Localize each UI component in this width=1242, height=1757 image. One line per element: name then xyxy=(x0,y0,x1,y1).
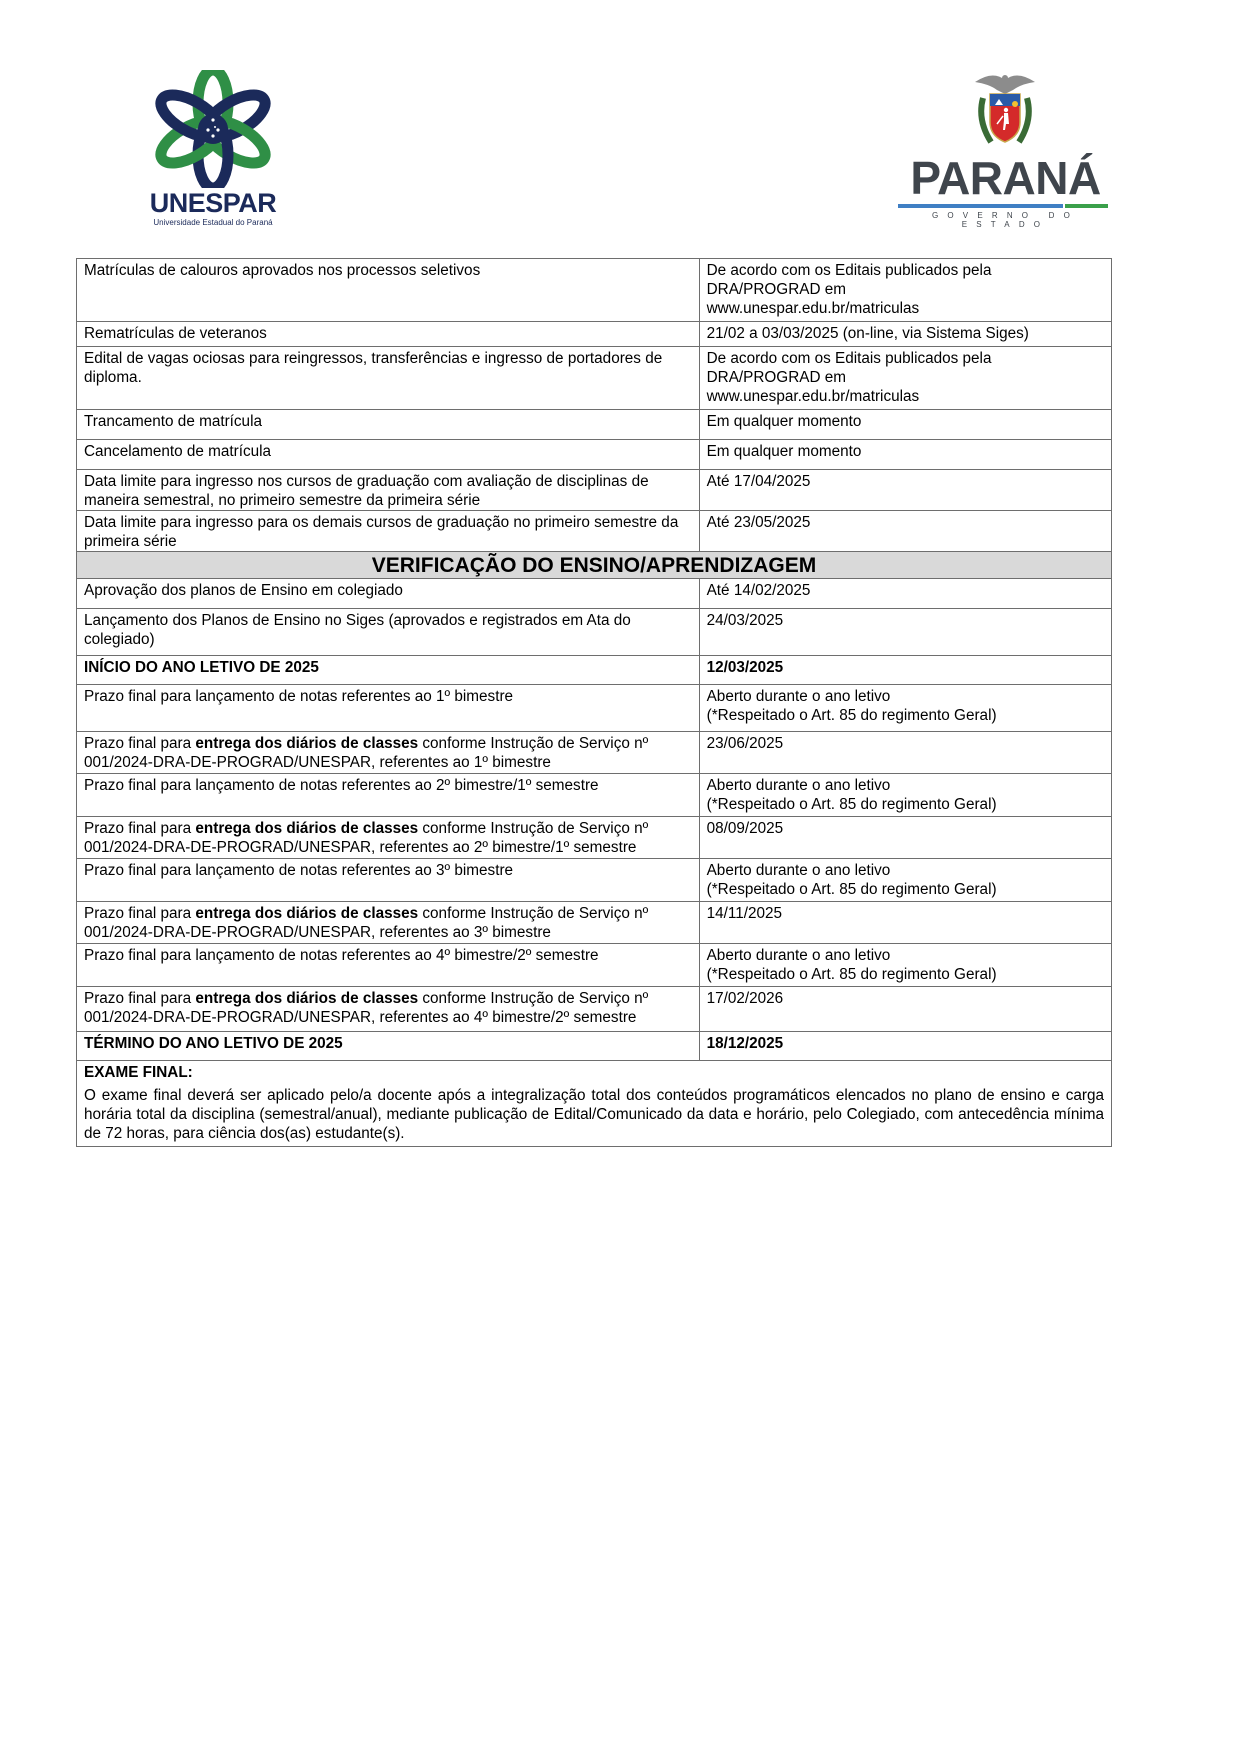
activity-cell: Prazo final para lançamento de notas referentes ao 4º bimestre/2º semestre xyxy=(77,944,700,987)
date-cell: Em qualquer momento xyxy=(699,440,1111,470)
date-cell: 24/03/2025 xyxy=(699,609,1111,656)
school-year-end-date: 18/12/2025 xyxy=(706,1035,784,1052)
activity-cell: Prazo final para lançamento de notas referentes ao 1º bimestre xyxy=(77,685,700,732)
date-cell: Até 14/02/2025 xyxy=(699,579,1111,609)
final-exam-row xyxy=(77,1061,1112,1147)
activity-cell: Prazo final para entrega dos diários de classes conforme Instrução de Serviço nº 001/2024-DRA-DE-PROGRAD/UNESPAR, referentes ao 3º bimestre xyxy=(77,902,700,944)
date-cell: Aberto durante o ano letivo (*Respeitado o Art. 85 do regimento Geral) xyxy=(699,859,1111,902)
date-cell: Até 17/04/2025 xyxy=(699,470,1111,511)
activity-cell: Edital de vagas ociosas para reingressos, transferências e ingresso de portadores de diploma. xyxy=(77,347,700,410)
section-header-row xyxy=(77,552,1112,579)
unespar-logo xyxy=(138,70,288,230)
unespar-wordmark: UNESPAR xyxy=(149,188,277,218)
date-cell: 23/06/2025 xyxy=(699,732,1111,774)
date-cell: Aberto durante o ano letivo (*Respeitado o Art. 85 do regimento Geral) xyxy=(699,944,1111,987)
activity-cell: Prazo final para lançamento de notas referentes ao 3º bimestre xyxy=(77,859,700,902)
unespar-subtitle: Universidade Estadual do Paraná xyxy=(153,218,273,227)
table-row xyxy=(77,410,1112,440)
matriculas-link[interactable]: www.unespar.edu.br/matriculas xyxy=(706,388,920,405)
unespar-logo-icon xyxy=(138,70,288,188)
table-row xyxy=(77,944,1112,987)
school-year-start-date: 12/03/2025 xyxy=(706,659,784,676)
table-row xyxy=(77,685,1112,732)
date-cell: 14/11/2025 xyxy=(699,902,1111,944)
table-row xyxy=(77,322,1112,347)
school-year-start-label: INÍCIO DO ANO LETIVO DE 2025 xyxy=(84,659,319,676)
final-exam-cell xyxy=(77,1061,1112,1147)
date-cell: De acordo com os Editais publicados pela DRA/PROGRAD em www.unespar.edu.br/matriculas xyxy=(699,259,1111,322)
date-cell: Aberto durante o ano letivo (*Respeitado o Art. 85 do regimento Geral) xyxy=(699,774,1111,817)
table-row xyxy=(77,511,1112,552)
activity-cell xyxy=(77,1032,700,1061)
table-row xyxy=(77,987,1112,1032)
parana-wordmark: PARANÁ xyxy=(910,152,1101,204)
activity-cell: Lançamento dos Planos de Ensino no Siges (aprovados e registrados em Ata do colegiado) xyxy=(77,609,700,656)
activity-cell: Prazo final para lançamento de notas referentes ao 2º bimestre/1º semestre xyxy=(77,774,700,817)
table-row xyxy=(77,609,1112,656)
academic-calendar-table xyxy=(76,258,1112,1147)
date-cell: Até 23/05/2025 xyxy=(699,511,1111,552)
date-cell xyxy=(699,656,1111,685)
activity-cell: Prazo final para entrega dos diários de classes conforme Instrução de Serviço nº 001/2024-DRA-DE-PROGRAD/UNESPAR, referentes ao 2º bimestre/1º semestre xyxy=(77,817,700,859)
table-row xyxy=(77,470,1112,511)
activity-cell: Data limite para ingresso para os demais cursos de graduação no primeiro semestre da primeira série xyxy=(77,511,700,552)
activity-cell: Prazo final para entrega dos diários de classes conforme Instrução de Serviço nº 001/2024-DRA-DE-PROGRAD/UNESPAR, referentes ao 4º bimestre/2º semestre xyxy=(77,987,700,1032)
table-row xyxy=(77,656,1112,685)
matriculas-link[interactable]: www.unespar.edu.br/matriculas xyxy=(706,300,920,317)
date-cell: 17/02/2026 xyxy=(699,987,1111,1032)
table-row xyxy=(77,902,1112,944)
activity-cell: Trancamento de matrícula xyxy=(77,410,700,440)
table-row xyxy=(77,859,1112,902)
parana-subtitle: GOVERNO DO ESTADO xyxy=(931,211,1080,229)
table-row xyxy=(77,440,1112,470)
activity-cell: Prazo final para entrega dos diários de classes conforme Instrução de Serviço nº 001/2024-DRA-DE-PROGRAD/UNESPAR, referentes ao 1º bimestre xyxy=(77,732,700,774)
table-row xyxy=(77,259,1112,322)
table-row xyxy=(77,347,1112,410)
parana-logo xyxy=(893,70,1118,229)
activity-cell: Data limite para ingresso nos cursos de graduação com avaliação de disciplinas de maneira semestral, no primeiro semestre da primeira série xyxy=(77,470,700,511)
table-row xyxy=(77,817,1112,859)
activity-cell: Matrículas de calouros aprovados nos processos seletivos xyxy=(77,259,700,322)
date-cell: 08/09/2025 xyxy=(699,817,1111,859)
final-exam-body: O exame final deverá ser aplicado pelo/a docente após a integralização total dos conteúdos programáticos elencados no plano de ensino e carga horária total da disciplina (semestral/anual), mediante publicação de Edital/Comunicado da data e horário, pelo Colegiado, com antecedência mínima de 72 horas, para ciência dos(as) estudante(s). xyxy=(84,1087,1104,1142)
table-row xyxy=(77,774,1112,817)
parana-blue-bar xyxy=(898,204,1063,208)
date-cell xyxy=(699,1032,1111,1061)
school-year-end-label: TÉRMINO DO ANO LETIVO DE 2025 xyxy=(84,1035,343,1052)
table-row xyxy=(77,579,1112,609)
date-cell: Em qualquer momento xyxy=(699,410,1111,440)
activity-cell: Rematrículas de veteranos xyxy=(77,322,700,347)
final-exam-title: EXAME FINAL: xyxy=(84,1064,193,1081)
activity-cell xyxy=(77,656,700,685)
section-title: VERIFICAÇÃO DO ENSINO/APRENDIZAGEM xyxy=(77,552,1112,579)
activity-cell: Cancelamento de matrícula xyxy=(77,440,700,470)
date-cell: Aberto durante o ano letivo (*Respeitado o Art. 85 do regimento Geral) xyxy=(699,685,1111,732)
table-row xyxy=(77,732,1112,774)
activity-cell: Aprovação dos planos de Ensino em colegiado xyxy=(77,579,700,609)
table-row xyxy=(77,1032,1112,1061)
parana-green-bar xyxy=(1065,204,1108,208)
date-cell: 21/02 a 03/03/2025 (on-line, via Sistema Siges) xyxy=(699,322,1111,347)
parana-coat-of-arms-icon xyxy=(893,70,1118,155)
date-cell: De acordo com os Editais publicados pela DRA/PROGRAD em www.unespar.edu.br/matriculas xyxy=(699,347,1111,410)
